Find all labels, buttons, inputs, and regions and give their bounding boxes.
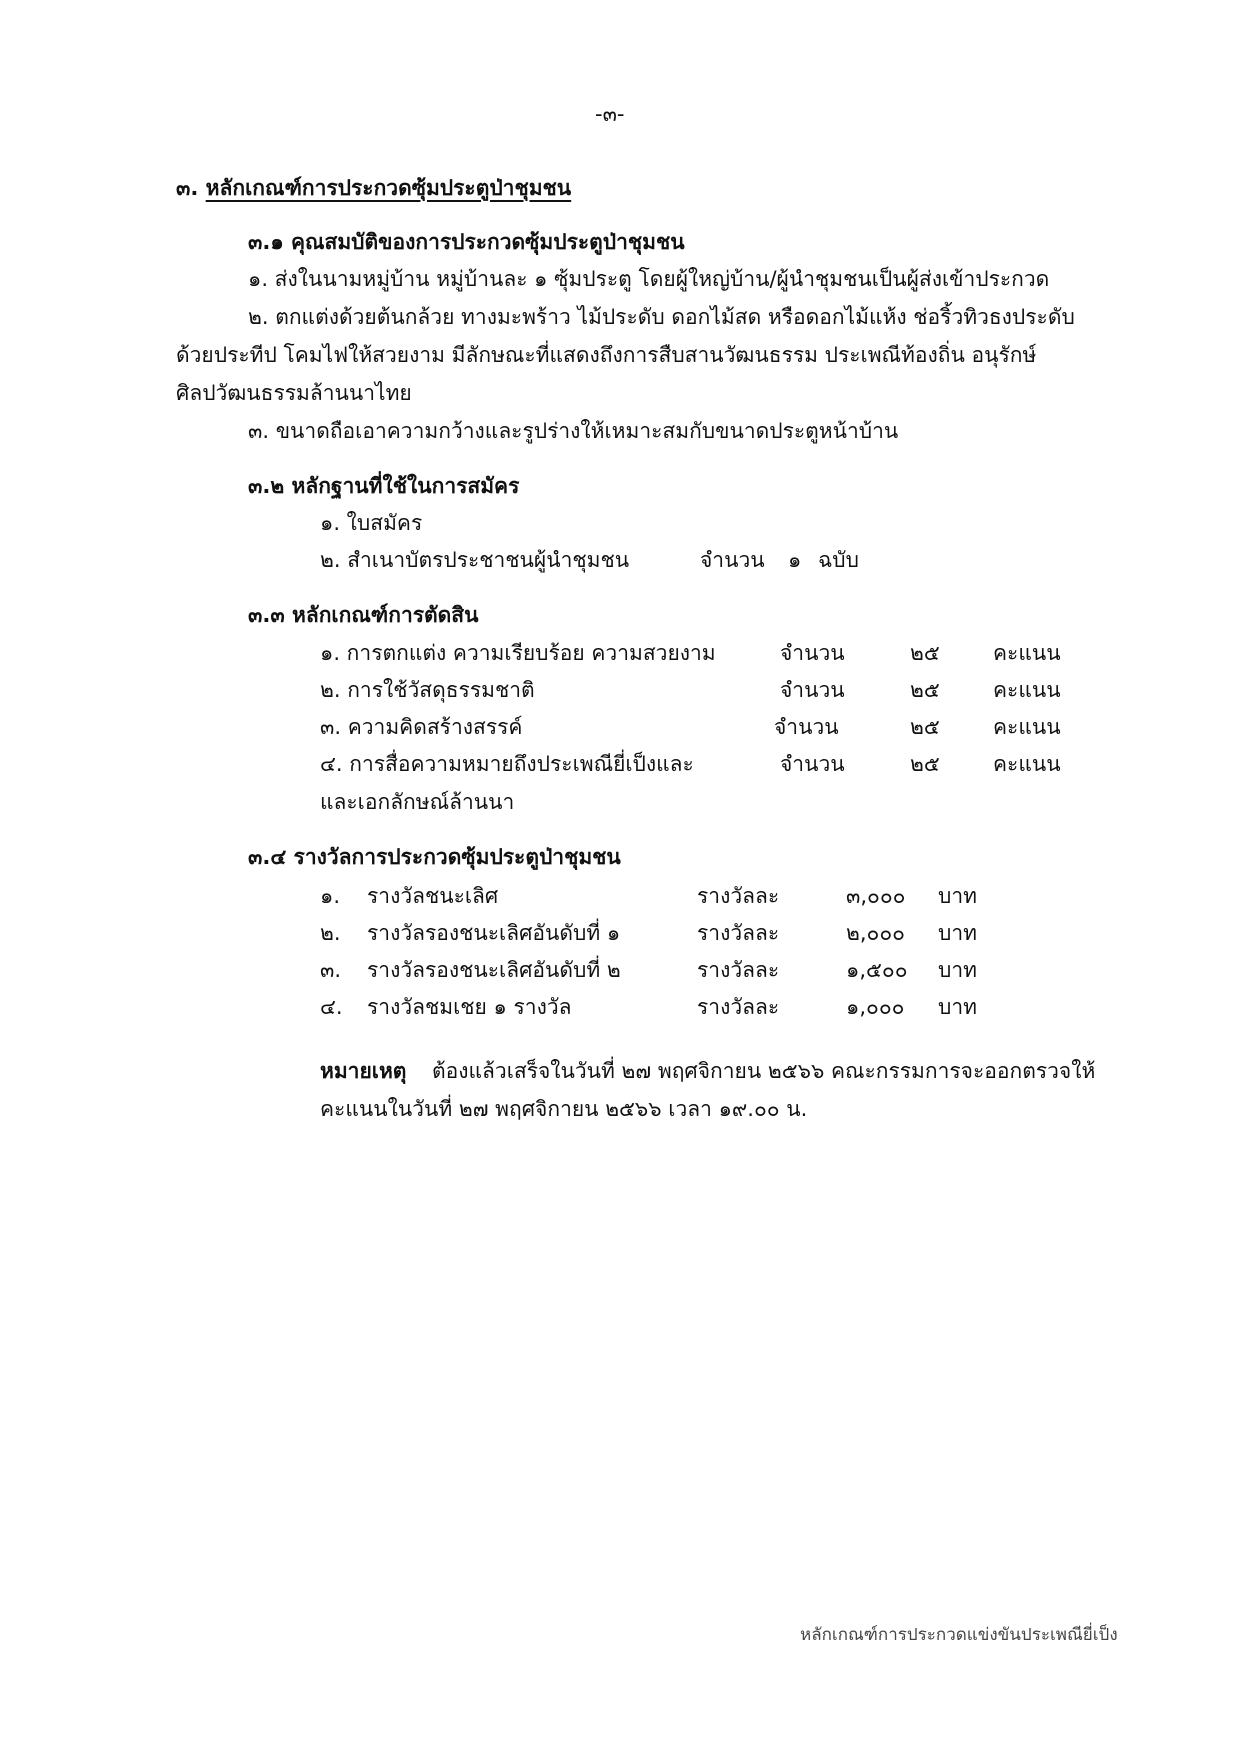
prize-unit: บาท [938, 921, 977, 945]
criteria-amount-label: จำนวน [780, 641, 845, 665]
prize-number: ๑. [320, 884, 341, 908]
page-footer: หลักเกณฑ์การประกวดแข่งขันประเพณียี่เป็ง [800, 1625, 1118, 1645]
note-label: หมายเหตุ [320, 1059, 407, 1083]
criteria-label: ๑. การตกแต่ง ความเรียบร้อย ความสวยงาม [320, 641, 716, 665]
section-3-1-item-2-line-3: ศิลปวัฒนธรรมล้านนาไทย [176, 381, 412, 405]
prize-per-label: รางวัลละ [697, 995, 780, 1019]
main-heading-title: หลักเกณฑ์การประกวดซุ้มประตูป่าชุมชน [205, 176, 572, 200]
prize-label: รางวัลรองชนะเลิศอันดับที่ ๒ [367, 958, 621, 982]
section-3-1-item-2-line-1: ๒. ตกแต่งด้วยต้นกล้วย ทางมะพร้าว ไม้ประดับ ดอกไม้สด หรือดอกไม้แห้ง ช่อริ้วทิวธงประดับ [248, 305, 1075, 329]
criteria-score: ๒๕ [910, 641, 940, 665]
prize-unit: บาท [938, 884, 977, 908]
section-3-2-amount: ๑ [788, 548, 802, 572]
criteria-unit: คะแนน [993, 641, 1061, 665]
section-3-2-item-1: ๑. ใบสมัคร [320, 511, 423, 535]
section-3-1-item-1: ๑. ส่งในนามหมู่บ้าน หมู่บ้านละ ๑ ซุ้มประตู โดยผู้ใหญ่บ้าน/ผู้นำชุมชนเป็นผู้ส่งเข้าประกวด [248, 267, 1050, 291]
prize-amount: ๓,๐๐๐ [846, 884, 906, 908]
main-heading-number: ๓. [176, 176, 199, 200]
prize-amount: ๑,๐๐๐ [846, 995, 905, 1019]
prize-number: ๓. [320, 958, 342, 982]
criteria-unit: คะแนน [993, 678, 1061, 702]
note-line-2: คะแนนในวันที่ ๒๗ พฤศจิกายน ๒๕๖๖ เวลา ๑๙.๐๐ น. [320, 1097, 808, 1121]
criteria-amount-label: จำนวน [774, 715, 839, 739]
section-3-1-title: ๓.๑ คุณสมบัติของการประกวดซุ้มประตูป่าชุมชน [248, 230, 685, 254]
criteria-label: ๒. การใช้วัสดุธรรมชาติ [320, 678, 535, 702]
page-number: -๓- [595, 102, 625, 126]
section-3-2-amount-label: จำนวน [700, 548, 765, 572]
prize-label: รางวัลชนะเลิศ [367, 884, 499, 908]
criteria-unit: คะแนน [993, 715, 1061, 739]
criteria-score: ๒๕ [910, 715, 940, 739]
prize-per-label: รางวัลละ [697, 921, 780, 945]
prize-per-label: รางวัลละ [697, 884, 780, 908]
section-3-3-title: ๓.๓ หลักเกณฑ์การตัดสิน [248, 603, 479, 627]
section-3-2-title: ๓.๒ หลักฐานที่ใช้ในการสมัคร [248, 474, 520, 498]
prize-number: ๒. [320, 921, 341, 945]
prize-unit: บาท [938, 995, 977, 1019]
section-3-1-item-2-line-2: ด้วยประทีป โคมไฟให้สวยงาม มีลักษณะที่แสดงถึงการสืบสานวัฒนธรรม ประเพณีท้องถิ่น อนุรักษ์ [176, 343, 1037, 367]
prize-amount: ๑,๕๐๐ [846, 958, 908, 982]
prize-number: ๔. [320, 995, 343, 1019]
main-heading [176, 176, 571, 201]
criteria-amount-label: จำนวน [780, 678, 845, 702]
criteria-label: ๓. ความคิดสร้างสรรค์ [320, 715, 523, 739]
section-3-1-item-3: ๓. ขนาดถือเอาความกว้างและรูปร่างให้เหมาะสมกับขนาดประตูหน้าบ้าน [248, 419, 899, 443]
section-3-4-title: ๓.๔ รางวัลการประกวดซุ้มประตูป่าชุมชน [248, 845, 621, 869]
criteria-row-4-continuation: และเอกลักษณ์ล้านนา [320, 790, 515, 814]
prize-amount: ๒,๐๐๐ [846, 921, 905, 945]
note-line-1: ต้องแล้วเสร็จในวันที่ ๒๗ พฤศจิกายน ๒๕๖๖ คณะกรรมการจะออกตรวจให้ [432, 1059, 1096, 1083]
prize-label: รางวัลรองชนะเลิศอันดับที่ ๑ [367, 921, 621, 945]
section-3-2-item-2: ๒. สำเนาบัตรประชาชนผู้นำชุมชน [320, 548, 630, 572]
prize-per-label: รางวัลละ [697, 958, 780, 982]
section-3-2-unit: ฉบับ [818, 548, 859, 572]
criteria-score: ๒๕ [910, 752, 940, 776]
prize-label: รางวัลชมเชย ๑ รางวัล [367, 995, 572, 1019]
criteria-label: ๔. การสื่อความหมายถึงประเพณียี่เป็งและ [320, 752, 694, 776]
criteria-unit: คะแนน [993, 752, 1061, 776]
criteria-amount-label: จำนวน [780, 752, 845, 776]
prize-unit: บาท [938, 958, 977, 982]
criteria-score: ๒๕ [910, 678, 940, 702]
